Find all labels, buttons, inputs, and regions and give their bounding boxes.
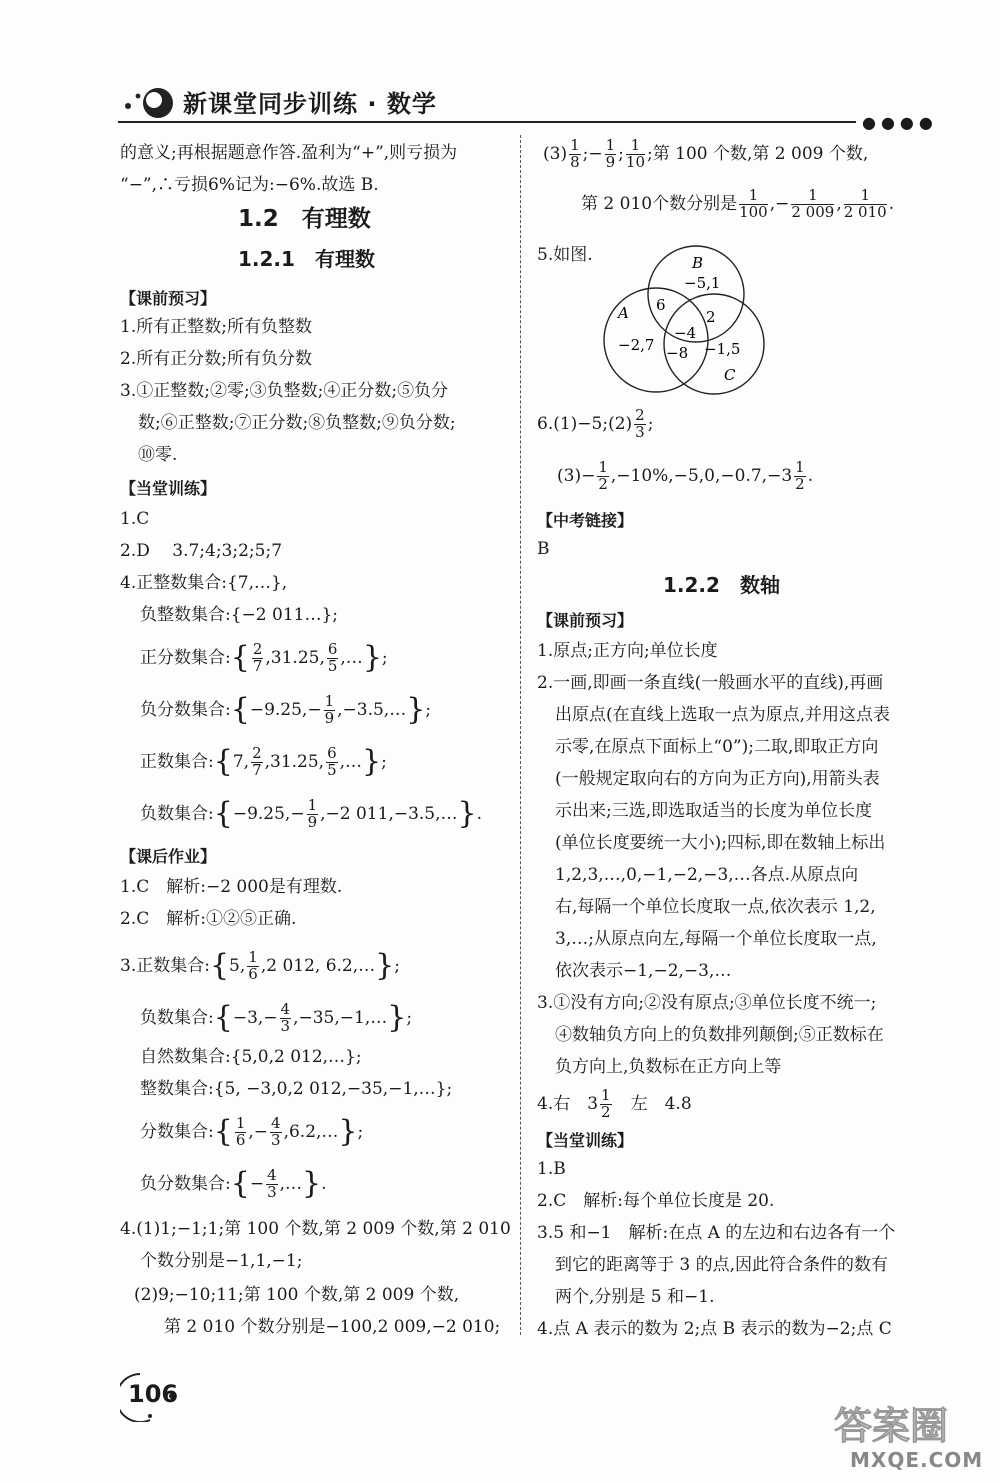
venn-ab: 6: [656, 296, 666, 314]
header-logo-icon: [118, 84, 174, 120]
math-line: 负数集合:{−9.25,− $\frac{1}{9}$ ,−2 011,−3.5,…}.: [140, 796, 483, 831]
tag-classwork: 【当堂训练】: [120, 479, 217, 498]
fraction: $\frac{1}{9}$: [307, 796, 318, 831]
subsection-heading: 1.2.2 数轴: [663, 573, 780, 597]
header-dots: ●●●●: [862, 113, 938, 132]
fraction: $\frac{6}{5}$: [327, 640, 338, 675]
text-line: ④数轴负方向上的负数排列颠倒;⑤正数标在: [555, 1025, 884, 1045]
fraction: $\frac{1}{9}$: [605, 136, 616, 171]
math-line: 负分数集合:{−9.25,− $\frac{1}{9}$ ,−3.5,…};: [140, 692, 432, 727]
text-line: 2.C 解析:①②⑤正确.: [120, 909, 297, 929]
fraction: $\frac{1}{2 010}$: [843, 186, 887, 221]
venn-only-a: −2,7: [618, 336, 655, 354]
text-line: 1.C 解析:−2 000是有理数.: [120, 877, 343, 897]
fraction: $\frac{2}{7}$: [252, 640, 263, 675]
math-line: 4.右 3 $\frac{1}{2}$ 左 4.8: [537, 1086, 692, 1121]
text-line: 两个,分别是 5 和−1.: [555, 1287, 715, 1307]
venn-label-c: C: [724, 366, 736, 384]
text-line: 1,2,3,…,0,−1,−2,−3,…各点.从原点向: [555, 865, 859, 885]
column-divider: [520, 135, 521, 1335]
venn-ac: −8: [666, 344, 689, 362]
text-line: 第 2 010 个数分别是−100,2 009,−2 010;: [164, 1317, 501, 1337]
text-line: ⑩零.: [138, 445, 178, 465]
fraction: $\frac{2}{3}$: [635, 406, 645, 441]
text-line: B: [537, 539, 550, 559]
venn-label-a: A: [618, 304, 629, 322]
tag-preview: 【课前预习】: [537, 611, 634, 630]
math-line: (3) $\frac{1}{8}$ ;− $\frac{1}{9}$ ; $\frac{1}{10}$ ;第 100 个数,第 2 009 个数,: [543, 136, 869, 171]
text-line: 出原点(在直线上选取一点为原点,并用这点表: [555, 705, 891, 725]
text-line: 3.①没有方向;②没有原点;③单位长度不统一;: [537, 993, 877, 1013]
text-line: 2.C 解析:每个单位长度是 20.: [537, 1191, 775, 1211]
tag-preview: 【课前预习】: [120, 289, 217, 308]
watermark-url: MXQE.COM: [850, 1448, 984, 1472]
svg-text:答案圈: 答案圈: [834, 1404, 949, 1448]
text-line: 到它的距离等于 3 的点,因此符合条件的数有: [555, 1255, 889, 1275]
fraction: $\frac{6}{5}$: [327, 744, 337, 779]
fraction: $\frac{1}{100}$: [739, 186, 768, 221]
math-line: 正分数集合:{ $\frac{2}{7}$ ,31.25, $\frac{6}{5}$ ,…};: [140, 640, 388, 675]
text-line: 4.(1)1;−1;1;第 100 个数,第 2 009 个数,第 2 010: [120, 1219, 511, 1239]
fraction: $\frac{1}{6}$: [235, 1114, 246, 1149]
fraction: $\frac{1}{10}$: [625, 136, 645, 171]
fraction: $\frac{4}{3}$: [267, 1166, 277, 1201]
text-line: 3.①正整数;②零;③负整数;④正分数;⑤负分: [120, 381, 449, 401]
text-line: 负方向上,负数标在正方向上等: [555, 1057, 782, 1077]
subsection-heading: 1.2.1 有理数: [238, 247, 375, 271]
math-line: 负数集合:{−3,− $\frac{4}{3}$ ,−35,−1,…};: [140, 1000, 413, 1035]
tag-homework: 【课后作业】: [120, 847, 217, 866]
text-line: 1.所有正整数;所有负整数: [120, 317, 312, 337]
math-line: (3)− $\frac{1}{2}$ ,−10%,−5,0,−0.7,−3 $\frac{1}{2}$ .: [557, 458, 814, 493]
venn-abc: −4: [674, 324, 697, 342]
text-line: (2)9;−10;11;第 100 个数,第 2 009 个数,: [134, 1285, 460, 1305]
text-line: “−”,∴亏损6%记为:−6%.故选 B.: [120, 175, 379, 195]
text-line: 个数分别是−1,1,−1;: [140, 1251, 303, 1271]
text-line: 5.如图.: [537, 245, 593, 265]
math-line: 正数集合:{7, $\frac{2}{7}$ ,31.25, $\frac{6}{5}$ ,…};: [140, 744, 387, 779]
math-line: 负分数集合:{− $\frac{4}{3}$ ,…}.: [140, 1166, 327, 1201]
fraction: $\frac{1}{9}$: [324, 692, 335, 727]
text-line: 数;⑥正整数;⑦正分数;⑧负整数;⑨负分数;: [138, 413, 456, 433]
text-line: 整数集合:{5, −3,0,2 012,−35,−1,…};: [140, 1079, 453, 1099]
tag-exam-link: 【中考链接】: [537, 511, 634, 530]
text-line: 2.D 3.7;4;3;2;5;7: [120, 541, 283, 561]
fraction: $\frac{4}{3}$: [280, 1000, 291, 1035]
header-title: 新课堂同步训练 · 数学: [183, 90, 437, 118]
math-line: 第 2 010个数分别是 $\frac{1}{100}$ ,− $\frac{1}{2 009}$ , $\frac{1}{2 010}$ .: [581, 186, 895, 221]
math-line: 6.(1)−5;(2) $\frac{2}{3}$ ;: [537, 406, 654, 441]
text-line: 依次表示−1,−2,−3,…: [555, 961, 732, 981]
venn-label-b: B: [692, 254, 704, 272]
fraction: $\frac{4}{3}$: [271, 1114, 281, 1149]
venn-only-c: −1,5: [704, 340, 741, 358]
fraction: $\frac{1}{2}$: [601, 1086, 611, 1121]
text-line: 3,…;从原点向左,每隔一个单位长度取一点,: [555, 929, 877, 949]
text-line: 2.所有正分数;所有负分数: [120, 349, 312, 369]
math-line: 分数集合:{ $\frac{1}{6}$ ,− $\frac{4}{3}$ ,6.2,…};: [140, 1114, 364, 1149]
text-line: 的意义;再根据题意作答.盈利为“+”,则亏损为: [120, 143, 458, 163]
venn-bc: 2: [706, 308, 716, 326]
text-line: 右,每隔一个单位长度取一点,依次表示 1,2,: [555, 897, 876, 917]
text-line: 1.原点;正方向;单位长度: [537, 641, 718, 661]
text-line: 1.B: [537, 1159, 566, 1179]
venn-diagram: [596, 240, 776, 400]
section-heading: 1.2 有理数: [238, 206, 371, 232]
fraction: $\frac{1}{2 009}$: [791, 186, 835, 221]
header-rule: [118, 121, 856, 123]
text-line: 示零,在原点下面标上“0”);二取,即取正方向: [555, 737, 879, 757]
fraction: $\frac{1}{8}$: [570, 136, 580, 171]
text-line: (一般规定取向右的方向为正方向),用箭头表: [555, 769, 880, 789]
venn-only-b: −5,1: [684, 274, 721, 292]
text-line: 示出来;三选,即选取适当的长度为单位长度: [555, 801, 873, 821]
text-line: 3.5 和−1 解析:在点 A 的左边和右边各有一个: [537, 1223, 896, 1243]
text-line: 自然数集合:{5,0,2 012,…};: [140, 1047, 362, 1067]
fraction: $\frac{1}{2}$: [795, 458, 805, 493]
tag-classwork: 【当堂训练】: [537, 1131, 634, 1150]
math-line: 3.正数集合:{5, $\frac{1}{6}$ ,2 012, 6.2,…};: [120, 948, 400, 983]
text-line: 负整数集合:{−2 011…};: [140, 605, 338, 625]
fraction: $\frac{2}{7}$: [252, 744, 262, 779]
text-line: 4.点 A 表示的数为 2;点 B 表示的数为−2;点 C: [537, 1319, 892, 1339]
text-line: 1.C: [120, 509, 150, 529]
fraction: $\frac{1}{2}$: [598, 458, 608, 493]
page-number: 106: [128, 1380, 179, 1408]
text-line: 2.一画,即画一条直线(一般画水平的直线),再画: [537, 673, 884, 693]
text-line: (单位长度要统一大小);四标,即在数轴上标出: [555, 833, 886, 853]
text-line: 4.正整数集合:{7,…},: [120, 573, 288, 593]
fraction: $\frac{1}{6}$: [248, 948, 258, 983]
